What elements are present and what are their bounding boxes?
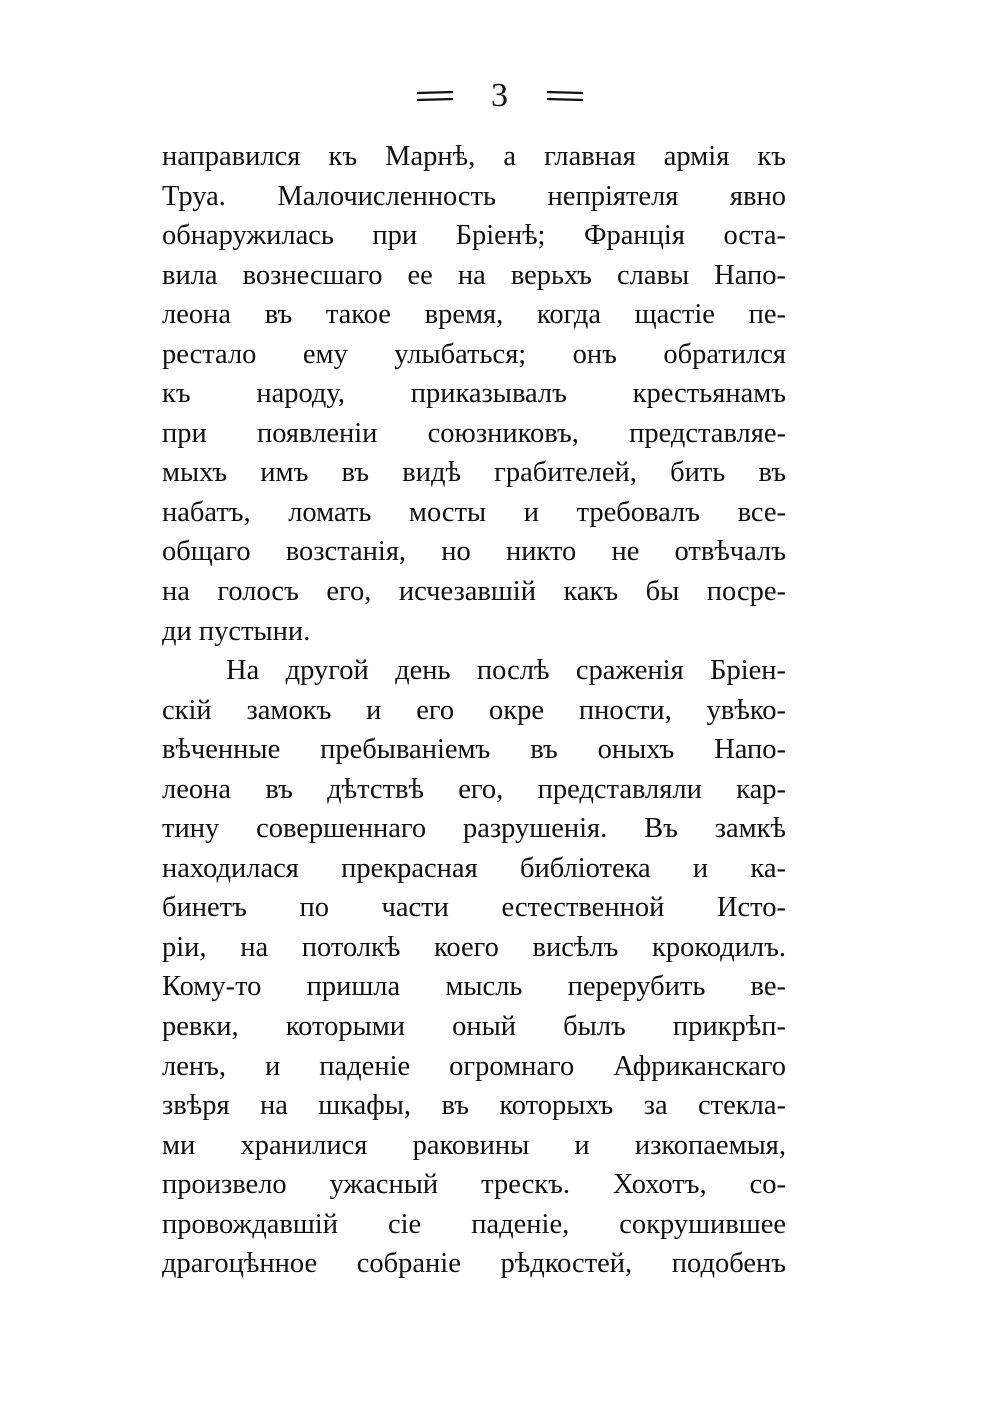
text-line: На другой день послѣ сраженія Бріен- [226,655,786,687]
text-line: вѣченные пребываніемъ въ оныхъ Напо- [162,734,786,766]
text-line: Труа. Малочисленность непріятеля явно [162,180,786,212]
text-line: провождавшій сіе паденіе, сокрушившее [162,1208,786,1240]
text-line: вила вознесшаго ее на верьхъ славы Напо- [162,259,786,291]
page-number: 3 [491,77,509,114]
text-line: набатъ, ломать мосты и требовалъ все- [162,496,786,528]
paragraph-2 [162,651,786,1284]
text-line: ди пустыни. [162,615,311,647]
text-line: рестало ему улыбаться; онъ обратился [162,338,786,370]
text-line: общаго возстанія, но никто не отвѣчалъ [162,536,786,568]
text-line: обнаружилась при Бріенѣ; Франція оста- [162,220,786,252]
paragraph-1 [162,137,786,651]
text-line: ми хранилися раковины и изкопаемыя, [162,1129,786,1161]
text-line: звѣря на шкафы, въ которыхъ за стекла- [162,1090,786,1122]
text-line: ленъ, и паденіе огромнаго Африканскаго [162,1050,786,1082]
text-line: Кому-то пришла мысль перерубить ве- [162,971,786,1003]
text-line: къ народу, приказывалъ крестьянамъ [162,378,786,410]
text-line: бинетъ по части естественной Исто- [162,892,786,924]
text-line: ревки, которыми оный былъ прикрѣп- [162,1011,786,1043]
text-line: тину совершеннаго разрушенія. Въ замкѣ [162,813,786,845]
text-line: леона въ дѣтствѣ его, представляли кар- [162,773,786,805]
text-line: находилася прекрасная библіотека и ка- [162,852,786,884]
text-line: леона въ такое время, когда щастіе пе- [162,299,786,331]
body-text [162,137,786,1284]
double-rule-right-icon [547,90,583,102]
text-line: мыхъ имъ въ видѣ грабителей, бить въ [162,457,786,489]
text-line: при появленіи союзниковъ, представляе- [162,417,786,449]
text-line: на голосъ его, исчезавшій какъ бы посре- [162,576,786,608]
page-header [0,78,1000,114]
text-line: скій замокъ и его окре пности, увѣко- [162,694,786,726]
double-rule-left-icon [417,90,453,102]
text-line: драгоцѣнное собраніе рѣдкостей, подобенъ [162,1248,786,1280]
text-line: произвело ужасный трескъ. Хохотъ, со- [162,1169,786,1201]
text-line: направился къ Марнѣ, а главная армія къ [162,141,786,172]
text-line: ріи, на потолкѣ коего висѣлъ крокодилъ. [162,931,786,963]
